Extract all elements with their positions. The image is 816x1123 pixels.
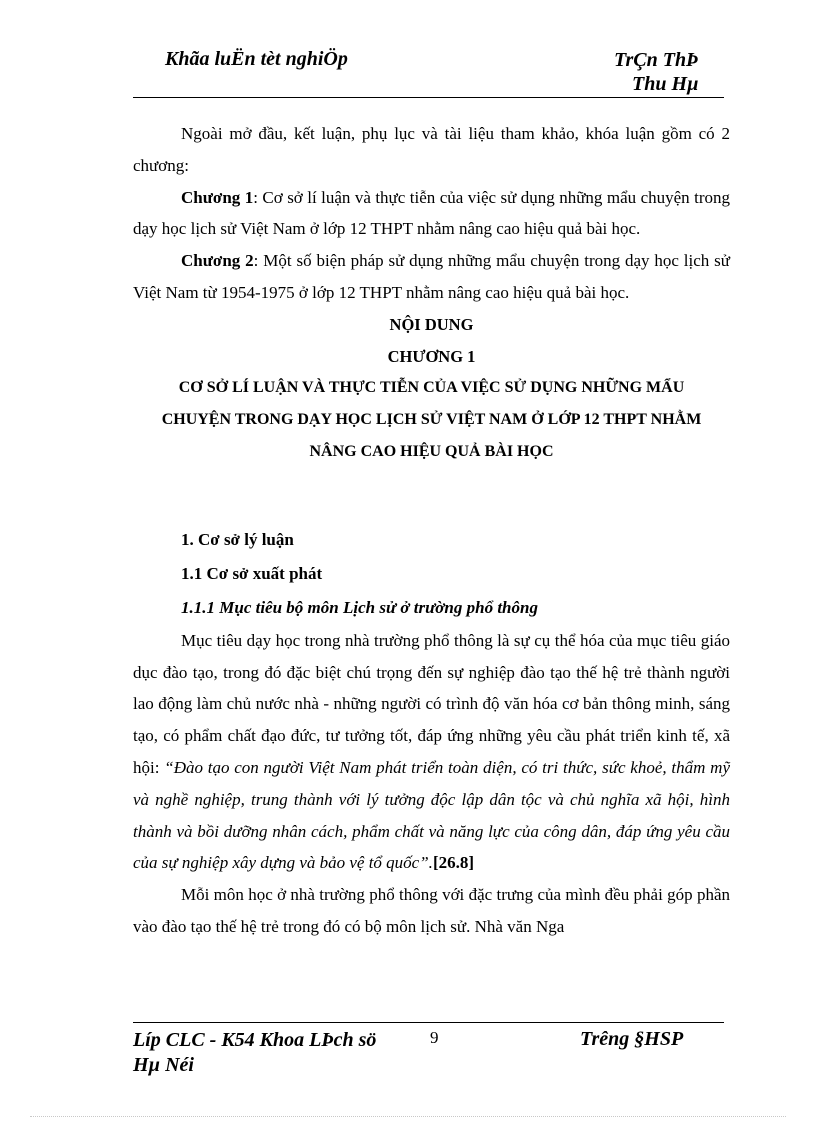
section-heading-1: 1. Cơ sở lý luận (181, 529, 294, 549)
footer-rule (133, 1022, 724, 1023)
section-heading-1-1-1: 1.1.1 Mục tiêu bộ môn Lịch sử ở trường phổ thông (181, 597, 538, 617)
chapter2-summary-text: : Một số biện pháp sử dụng những mẩu chuyện trong dạy học lịch sử Việt Nam từ 1954-1975 ở lớp 12 THPT nhằm nâng cao hiệu quả bài học. (133, 251, 730, 302)
section-heading-1-1: 1.1 Cơ sở xuất phát (181, 563, 323, 583)
chapter1-label: Chương 1 (181, 187, 254, 207)
footer-class-info (133, 1028, 376, 1078)
body-quote: “Đào tạo con người Việt Nam phát triển toàn diện, có tri thức, sức khoẻ, thẩm mỹ và nghề nghiệp, trung thành với lý tưởng độc lập dân tộc và chủ nghĩa xã hội, hình thành và bồi dưỡng nhân cách, phẩm chất và năng lực của công dân, đáp ứng yêu cầu của sự nghiệp xây dựng và bảo vệ tổ quốc”. (133, 757, 730, 873)
body-paragraph-2: Mỗi môn học ở nhà trường phổ thông với đặc trưng của mình đều phải góp phần vào đào tạo thế hệ trẻ trong đó có bộ môn lịch sử. Nhà văn Nga (133, 885, 730, 936)
chapter-title: CƠ SỞ LÍ LUẬN VÀ THỰC TIỄN CỦA VIỆC SỬ DỤNG NHỮNG MẨU CHUYỆN TRONG DẠY HỌC LỊCH SỬ VIỆT NAM Ở LỚP 12 THPT NHẰM NÂNG CAO HIỆU QUẢ BÀI HỌC (161, 379, 702, 460)
footer-class-line2: Hµ Néi (133, 1054, 194, 1076)
header-author-line2: Thu Hµ (632, 73, 699, 95)
page-body (133, 118, 730, 943)
body-paragraph-1 (133, 625, 730, 879)
body-paragraph-1-text: Mục tiêu dạy học trong nhà trường phổ thông là sự cụ thể hóa của mục tiêu giáo dục đào tạo, trong đó đặc biệt chú trọng đến sự nghiệp đào tạo thế hệ trẻ thành người lao động làm chủ nước nhà - những người có trình độ văn hóa cơ bản thông minh, sáng tạo, có phẩm chất đạo đức, tư tưởng tốt, đáp ứng những yêu cầu phát triển kinh tế, xã hội: (133, 630, 730, 777)
chapter2-summary (133, 245, 730, 309)
chapter1-summary (133, 182, 730, 246)
spacer (133, 468, 730, 523)
header-thesis-title: Khãa luËn tèt nghiÖp (165, 48, 348, 70)
page-number: 9 (430, 1028, 439, 1047)
footer-university: Trêng §HSP (580, 1028, 684, 1050)
chapter-heading: CHƯƠNG 1 (387, 346, 476, 366)
header-author (614, 48, 699, 96)
page-edge-divider (30, 1116, 786, 1117)
footer-class-line1: Líp CLC - K54 Khoa LÞch sö (133, 1029, 377, 1051)
citation-ref: [26.8] (432, 853, 475, 873)
header-rule (133, 97, 724, 98)
content-heading: NỘI DUNG (389, 314, 474, 334)
chapter2-label: Chương 2 (181, 251, 254, 271)
intro-paragraph: Ngoài mở đầu, kết luận, phụ lục và tài liệu tham khảo, khóa luận gồm có 2 chương: (133, 124, 730, 175)
chapter1-summary-text: : Cơ sở lí luận và thực tiễn của việc sử dụng những mẩu chuyện trong dạy học lịch sử Việt Nam ở lớp 12 THPT nhằm nâng cao hiệu quả bài học. (133, 187, 730, 239)
header-author-line1: TrÇn ThÞ (614, 49, 699, 71)
